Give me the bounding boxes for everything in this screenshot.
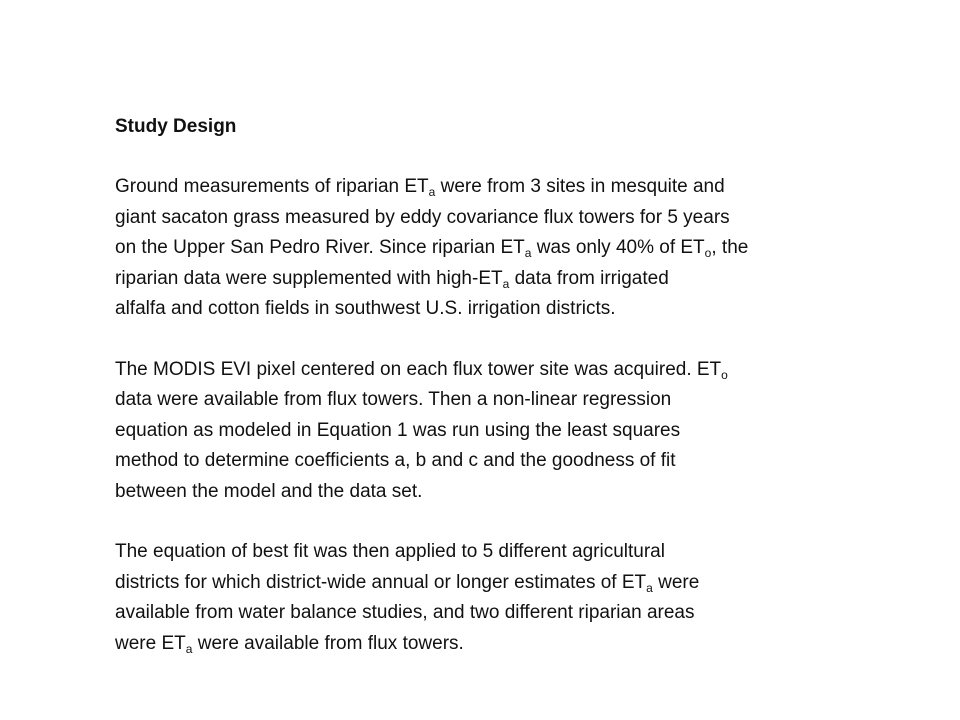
text-run: between the model and the data set. xyxy=(115,480,423,502)
text-run: available from water balance studies, and two different riparian areas xyxy=(115,602,695,623)
paragraph-line xyxy=(115,598,835,629)
paragraph-line xyxy=(115,477,835,508)
subscript: o xyxy=(704,246,712,260)
text-run: equation as modeled in Equation 1 was run using the least squares xyxy=(115,419,681,441)
text-block xyxy=(115,112,835,689)
paragraph-line xyxy=(115,355,835,386)
subscript: a xyxy=(524,246,532,260)
paragraph-line xyxy=(115,172,835,203)
paragraph-line xyxy=(115,203,835,234)
subscript: o xyxy=(721,367,728,382)
text-run: on the Upper San Pedro River. Since riparian ET xyxy=(115,237,525,258)
body-paragraphs xyxy=(115,172,835,659)
text-run: alfalfa and cotton fields in southwest U.S. irrigation districts. xyxy=(115,298,616,319)
paragraph-line xyxy=(115,233,835,264)
paragraph-line xyxy=(115,629,835,660)
paragraph-line xyxy=(115,568,835,599)
paragraph-line xyxy=(115,385,835,416)
paragraph-line xyxy=(115,264,835,295)
text-run: riparian data were supplemented with high-ET xyxy=(115,267,503,289)
subscript: a xyxy=(428,185,436,199)
paragraph-line xyxy=(115,446,835,477)
text-run: The MODIS EVI pixel centered on each flux tower site was acquired. ET xyxy=(115,358,722,380)
text-run: were from 3 sites in mesquite and xyxy=(435,176,725,197)
subscript: a xyxy=(646,580,653,595)
paragraph-line xyxy=(115,294,835,325)
text-run: data from irrigated xyxy=(509,267,669,289)
text-run: , the xyxy=(711,237,749,258)
text-run: were available from flux towers. xyxy=(192,632,464,654)
text-run: Ground measurements of riparian ET xyxy=(115,176,429,197)
text-run: method to determine coefficients a, b and c and the goodness of fit xyxy=(115,450,676,471)
subscript: a xyxy=(502,276,510,291)
paragraph-1 xyxy=(115,172,835,325)
paragraph-line xyxy=(115,416,835,447)
paragraph-2 xyxy=(115,355,835,508)
text-run: were xyxy=(652,571,700,593)
paragraph-3 xyxy=(115,537,835,659)
paragraph-line xyxy=(115,537,835,568)
text-run: data were available from flux towers. Then a non-linear regression xyxy=(115,389,672,410)
text-run: was only 40% of ET xyxy=(531,237,705,258)
study-design-heading: Study Design xyxy=(115,116,237,137)
text-run: were ET xyxy=(115,632,186,654)
text-run: The equation of best fit was then applied to 5 different agricultural xyxy=(115,541,665,562)
text-run: giant sacaton grass measured by eddy covariance flux towers for 5 years xyxy=(115,206,730,228)
subscript: a xyxy=(185,641,193,656)
text-run: districts for which district-wide annual or longer estimates of ET xyxy=(115,571,647,593)
